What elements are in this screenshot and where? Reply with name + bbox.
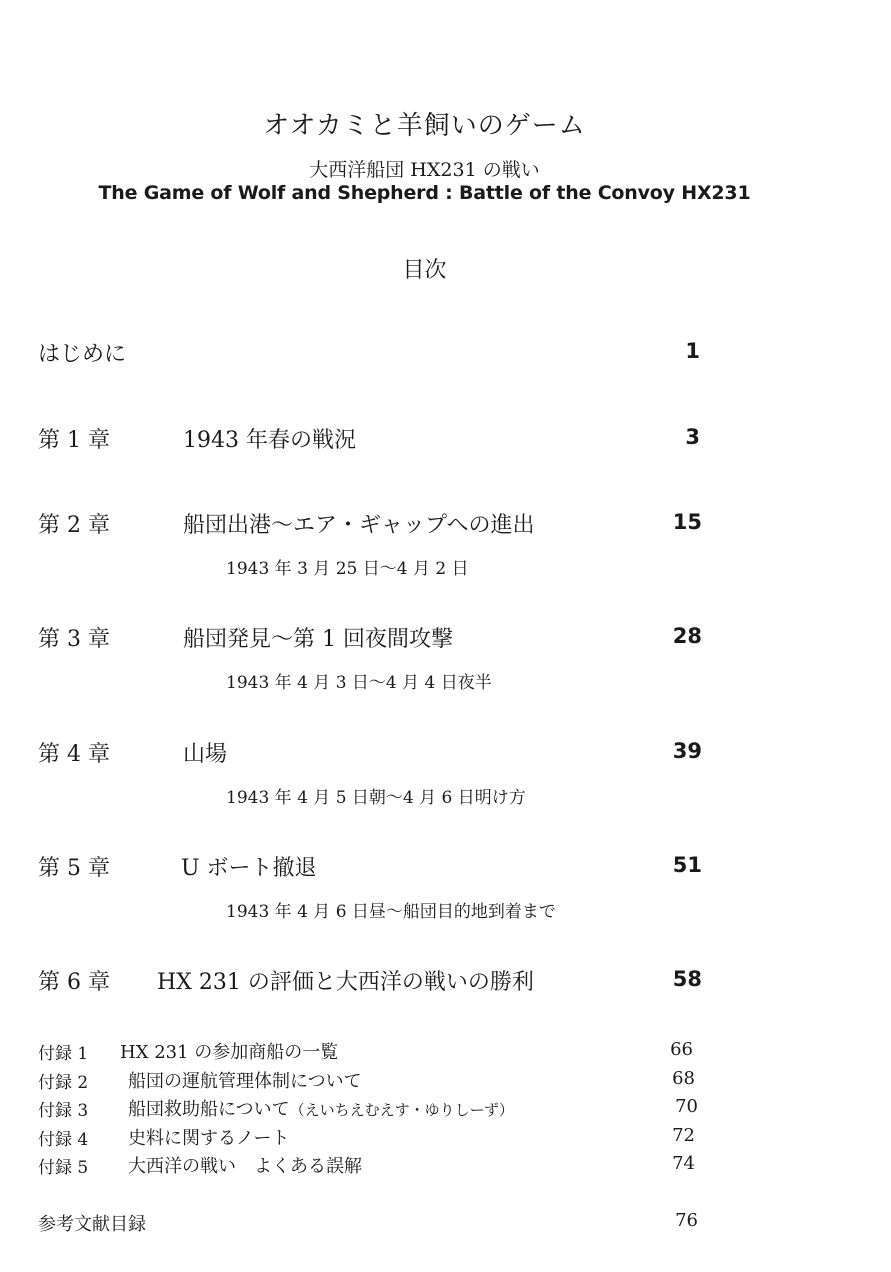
chapter-page-number: 58	[672, 967, 702, 991]
bibliography-page-number: 76	[675, 1210, 698, 1231]
chapter-date-range: 1943 年 4 月 6 日昼〜船団目的地到着まで	[226, 902, 556, 922]
appendix-page-number: 68	[672, 1068, 695, 1089]
appendix-title-note: （えいちえむえす・ゆりしーず）	[289, 1101, 514, 1119]
chapter-page-number: 39	[672, 739, 702, 763]
chapter-title: 船団出港〜エア・ギャップへの進出	[183, 513, 535, 538]
appendix-label: 付録 5	[38, 1158, 89, 1178]
appendix-label: 付録 4	[38, 1130, 89, 1150]
appendix-title: 船団の運航管理体制について	[128, 1071, 362, 1092]
chapter-label: 第 4 章	[38, 742, 110, 767]
chapter-title: 1943 年春の戦況	[183, 428, 356, 453]
chapter-title: U ボート撤退	[181, 856, 317, 881]
appendix-label: 付録 2	[38, 1073, 89, 1093]
chapter-date-range: 1943 年 4 月 3 日〜4 月 4 日夜半	[226, 673, 492, 693]
chapter-label: 第 3 章	[38, 627, 110, 652]
chapter-date-range: 1943 年 3 月 25 日〜4 月 2 日	[226, 559, 469, 579]
chapter-label: 第 1 章	[38, 428, 110, 453]
appendix-title: 大西洋の戦い よくある誤解	[128, 1156, 362, 1177]
toc-entry-title: はじめに	[38, 342, 127, 367]
chapter-date-range: 1943 年 4 月 5 日朝〜4 月 6 日明け方	[226, 788, 526, 808]
appendix-page-number: 74	[672, 1153, 695, 1174]
appendix-title	[128, 1095, 514, 1121]
chapter-title: HX 231 の評価と大西洋の戦いの勝利	[157, 970, 534, 995]
appendix-title: HX 231 の参加商船の一覧	[120, 1042, 339, 1063]
toc-heading: 目次	[402, 258, 447, 283]
appendix-page-number: 66	[670, 1039, 693, 1060]
document-subtitle-english: The Game of Wolf and Shepherd : Battle of the Convoy HX231	[98, 182, 751, 204]
chapter-page-number: 51	[672, 853, 702, 877]
appendix-title: 史料に関するノート	[128, 1128, 290, 1149]
appendix-page-number: 70	[675, 1096, 698, 1117]
bibliography-title: 参考文献目録	[38, 1214, 146, 1235]
chapter-page-number: 15	[672, 510, 702, 534]
chapter-page-number: 3	[685, 425, 700, 449]
appendix-label: 付録 1	[38, 1044, 89, 1064]
appendix-page-number: 72	[672, 1125, 695, 1146]
document-title: オオカミと羊飼いのゲーム	[263, 111, 586, 141]
chapter-title: 船団発見〜第 1 回夜間攻撃	[183, 627, 453, 652]
appendix-label: 付録 3	[38, 1101, 89, 1121]
document-subtitle-japanese: 大西洋船団 HX231 の戦い	[309, 159, 540, 181]
toc-entry-page-number: 1	[685, 339, 700, 363]
chapter-label: 第 6 章	[38, 970, 110, 995]
chapter-title: 山場	[183, 742, 228, 767]
chapter-label: 第 5 章	[38, 856, 110, 881]
appendix-title-text: 船団救助船について	[128, 1099, 290, 1120]
chapter-page-number: 28	[672, 624, 702, 648]
chapter-label: 第 2 章	[38, 513, 110, 538]
